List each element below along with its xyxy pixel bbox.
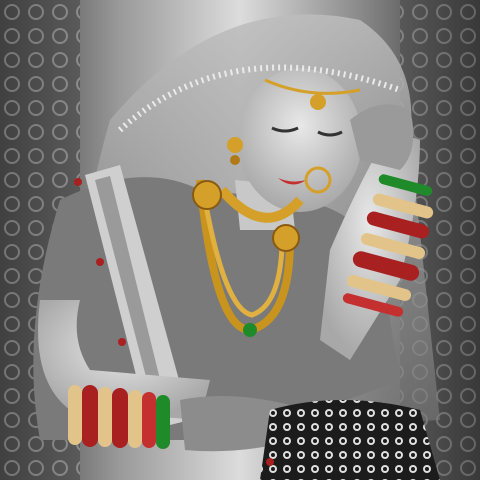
necklace-pendant-left xyxy=(193,181,221,209)
lehenga-skirt xyxy=(260,400,440,480)
necklace-pendant-right xyxy=(273,225,299,251)
earring xyxy=(227,137,243,153)
